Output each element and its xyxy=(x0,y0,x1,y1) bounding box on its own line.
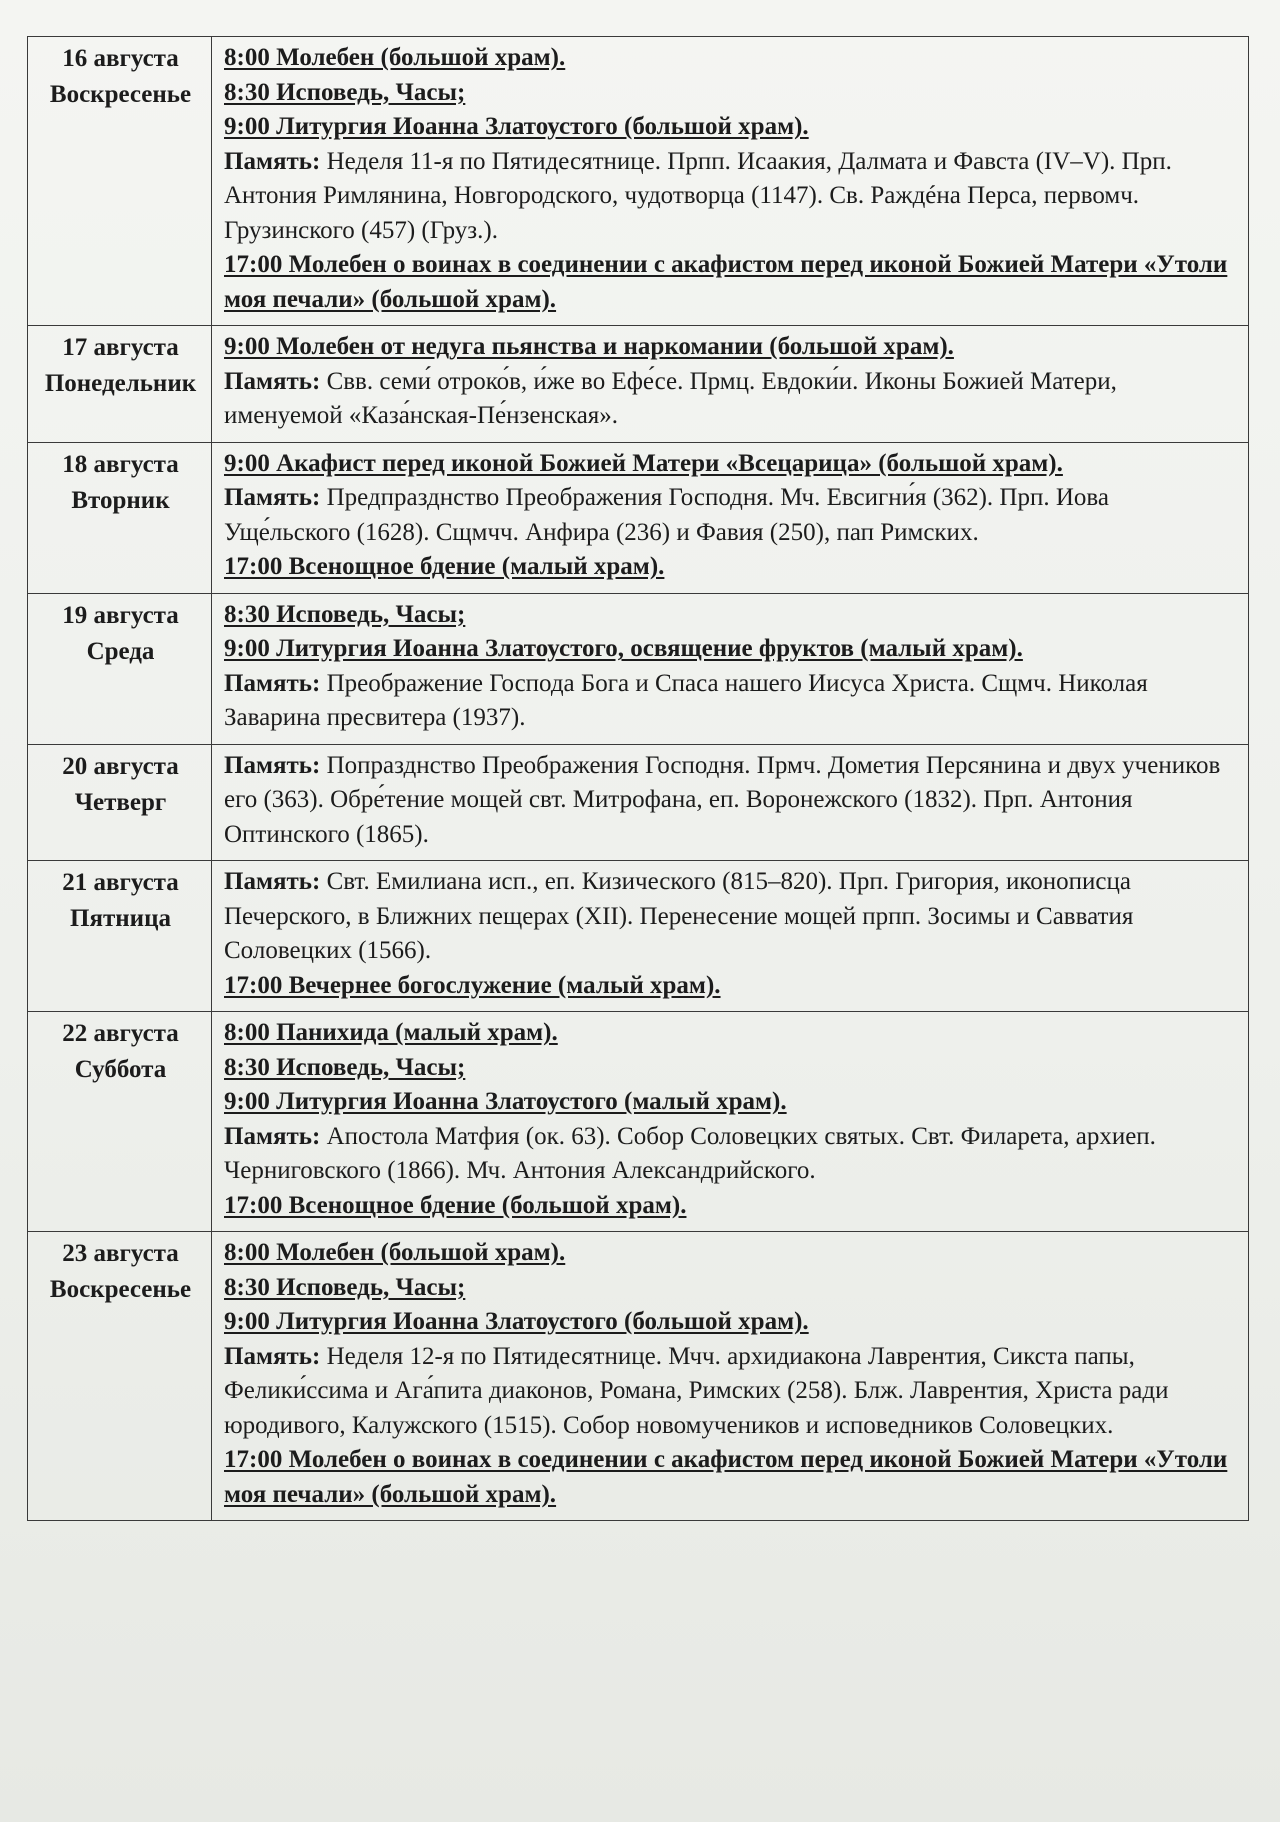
memory-text: Предпразднство Преображения Господня. Мч. Евсигни́я (362). Прп. Иова Уще́льского (1628). Сщмчч. Анфира (236) и Фавия (250), пап Римских. xyxy=(224,484,1109,546)
events-cell xyxy=(212,593,1249,744)
events-cell xyxy=(212,744,1249,861)
memory-label: Память: xyxy=(224,484,321,511)
memory-block xyxy=(224,667,1238,736)
day-date: 17 августа xyxy=(62,334,179,361)
day-weekday: Суббота xyxy=(74,1056,167,1083)
service-entry: 9:00 Литургия Иоанна Златоустого, освящение фруктов (малый храм). xyxy=(224,635,1023,662)
service-entry: 17:00 Всенощное бдение (малый храм). xyxy=(224,553,665,580)
schedule-row xyxy=(28,1232,1249,1521)
service-entry: 9:00 Литургия Иоанна Златоустого (малый храм). xyxy=(224,1088,787,1115)
events-cell xyxy=(212,1012,1249,1232)
memory-block xyxy=(224,865,1238,969)
day-date: 19 августа xyxy=(62,601,179,629)
schedule-row xyxy=(28,326,1249,443)
memory-label: Память: xyxy=(224,1342,321,1370)
service-entry: 8:30 Исповедь, Часы; xyxy=(224,600,466,628)
day-weekday: Вторник xyxy=(71,486,170,514)
schedule-row xyxy=(28,861,1249,1012)
memory-block xyxy=(224,365,1238,434)
day-date: 23 августа xyxy=(62,1240,179,1267)
day-weekday: Среда xyxy=(86,637,155,665)
schedule-body xyxy=(28,37,1249,1521)
memory-text: Свв. семи́ отроко́в, и́же во Ефе́се. Прмц. Евдоки́и. Иконы Божией Матери, именуемой «Каза́нская-Пе́нзенская». xyxy=(224,367,1117,429)
memory-text: Неделя 12-я по Пятидесятнице. Мчч. архидиакона Лаврентия, Сикста папы, Фелики́ссима и Ага́пита диаконов, Романа, Римских (258). Блж. Лаврентия, Христа ради юродивого, Калужского (1515). Собор новомучеников и исповедников Соловецких. xyxy=(224,1342,1169,1439)
service-entry: 17:00 Молебен о воинах в соединении с акафистом перед иконой Божией Матери «Утоли моя печали» (большой храм). xyxy=(224,251,1228,313)
date-cell xyxy=(28,326,212,443)
schedule-row xyxy=(28,593,1249,744)
day-date: 22 августа xyxy=(62,1020,179,1047)
day-weekday: Воскресенье xyxy=(49,1276,192,1303)
memory-text: Неделя 11-я по Пятидесятнице. Прпп. Исаакия, Далмата и Фавста (IV–V). Прп. Антония Римлянина, Новгородского, чудотворца (1147). Св. Раждéна Перса, первомч. Грузинского (457) (Груз.). xyxy=(224,147,1172,244)
date-cell xyxy=(28,1012,212,1232)
day-date: 18 августа xyxy=(62,450,179,478)
memory-label: Память: xyxy=(224,751,321,779)
service-entry: 9:00 Акафист перед иконой Божией Матери «Всецарица» (большой храм). xyxy=(224,449,1063,477)
memory-text: Апостола Матфия (ок. 63). Собор Соловецких святых. Свт. Филарета, архиеп. Черниговского (1866). Мч. Антония Александрийского. xyxy=(224,1122,1156,1184)
schedule-row xyxy=(28,442,1249,593)
memory-block xyxy=(224,481,1238,550)
service-entry: 17:00 Вечернее богослужение (малый храм). xyxy=(224,971,721,999)
day-weekday: Четверг xyxy=(74,788,167,816)
memory-label: Память: xyxy=(224,669,321,697)
service-entry: 8:30 Исповедь, Часы; xyxy=(224,1053,466,1081)
memory-text: Попразднство Преображения Господня. Прмч. Дометия Персянина и двух учеников его (363). Обре́тение мощей свт. Митрофана, еп. Воронежского (1832). Прп. Антония Оптинского (1865). xyxy=(224,751,1221,848)
memory-label: Память: xyxy=(224,1122,321,1150)
memory-block xyxy=(224,1120,1238,1189)
service-entry: 8:00 Молебен (большой храм). xyxy=(224,44,566,71)
memory-text: Преображение Господа Бога и Спаса нашего Иисуса Христа. Сщмч. Николая Заварина пресвитера (1937). xyxy=(224,669,1148,731)
service-entry: 9:00 Литургия Иоанна Златоустого (большой храм). xyxy=(224,1308,809,1335)
schedule-row xyxy=(28,744,1249,861)
service-entry: 8:30 Исповедь, Часы; xyxy=(224,1273,466,1301)
memory-label: Память: xyxy=(224,367,321,395)
day-weekday: Понедельник xyxy=(44,370,197,397)
service-entry: 9:00 Молебен от недуга пьянства и наркомании (большой храм). xyxy=(224,333,954,360)
memory-label: Память: xyxy=(224,147,321,175)
memory-block xyxy=(224,145,1238,249)
schedule-table xyxy=(27,36,1249,1521)
date-cell xyxy=(28,861,212,1012)
day-weekday: Пятница xyxy=(70,905,171,932)
schedule-row xyxy=(28,37,1249,326)
memory-block xyxy=(224,1340,1238,1444)
memory-block xyxy=(224,749,1238,853)
service-entry: 17:00 Всенощное бдение (большой храм). xyxy=(224,1191,687,1219)
service-entry: 9:00 Литургия Иоанна Златоустого (большой храм). xyxy=(224,113,809,140)
memory-text: Свт. Емилиана исп., еп. Кизического (815–820). Прп. Григория, иконописца Печерского, в Ближних пещерах (XII). Перенесение мощей прпп. Зосимы и Савватия Соловецких (1566). xyxy=(224,868,1134,964)
events-cell xyxy=(212,37,1249,326)
day-date: 20 августа xyxy=(62,752,179,780)
schedule-row xyxy=(28,1012,1249,1232)
day-date: 16 августа xyxy=(62,45,179,72)
date-cell xyxy=(28,1232,212,1521)
events-cell xyxy=(212,861,1249,1012)
events-cell xyxy=(212,1232,1249,1521)
day-date: 21 августа xyxy=(62,869,179,896)
date-cell xyxy=(28,442,212,593)
service-entry: 8:00 Панихида (малый храм). xyxy=(224,1019,558,1046)
day-weekday: Воскресенье xyxy=(49,81,192,108)
date-cell xyxy=(28,593,212,744)
service-entry: 17:00 Молебен о воинах в соединении с акафистом перед иконой Божией Матери «Утоли моя печали» (большой храм). xyxy=(224,1446,1228,1508)
service-entry: 8:00 Молебен (большой храм). xyxy=(224,1239,566,1266)
memory-label: Память: xyxy=(224,868,321,895)
events-cell xyxy=(212,442,1249,593)
service-entry: 8:30 Исповедь, Часы; xyxy=(224,78,466,106)
date-cell xyxy=(28,37,212,326)
date-cell xyxy=(28,744,212,861)
events-cell xyxy=(212,326,1249,443)
